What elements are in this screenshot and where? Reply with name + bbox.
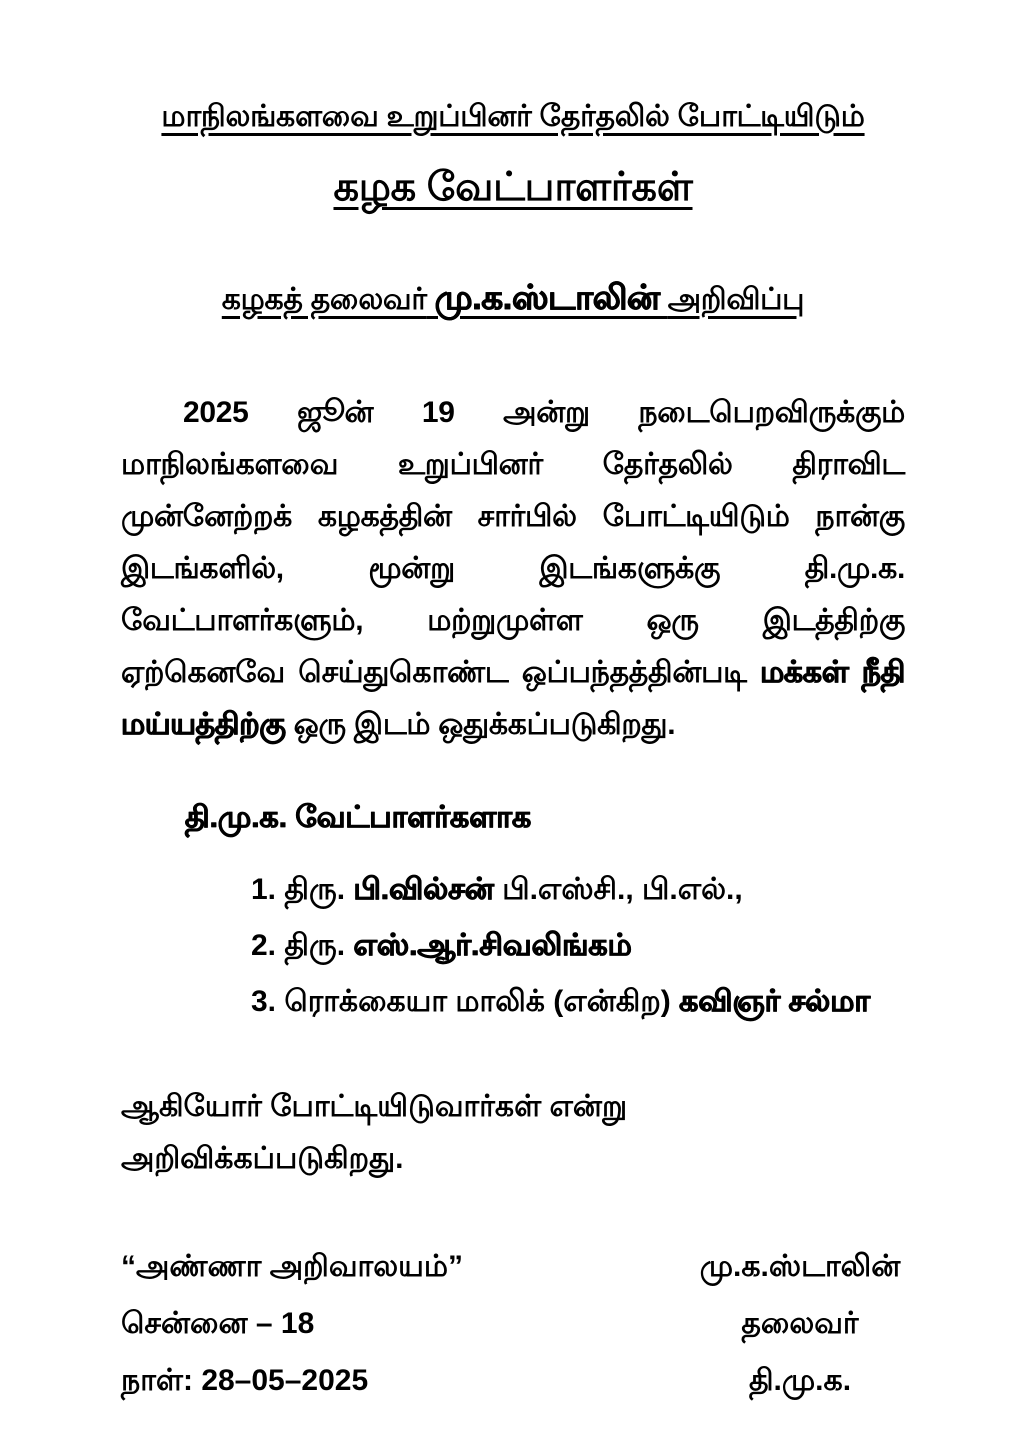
- date-line: நாள்: 28–05–2025: [121, 1364, 369, 1397]
- subtitle: [121, 275, 905, 323]
- signatory-name: மு.க.ஸ்டாலின்: [699, 1250, 901, 1283]
- candidate-honorific: திரு.: [284, 873, 346, 906]
- candidate-item-3: [251, 979, 905, 1025]
- subtitle-prefix: கழகத் தலைவர்: [221, 283, 427, 316]
- candidate-name: எஸ்.ஆர்.சிவலிங்கம்: [353, 929, 632, 962]
- alliance-party-bold: மக்கள் நீதி மய்யத்திற்கு: [121, 656, 905, 741]
- candidate-number: 3.: [251, 985, 277, 1018]
- candidate-honorific: திரு.: [284, 929, 346, 962]
- subtitle-text: [221, 279, 805, 317]
- title-line-2: [121, 161, 905, 213]
- signature-block: [121, 1241, 905, 1407]
- candidate-item-1: [251, 867, 905, 913]
- signature-row-3: [121, 1355, 905, 1407]
- closing-statement: ஆகியோர் போட்டியிடுவார்கள் என்று அறிவிக்கப்படுகிறது.: [121, 1090, 628, 1175]
- candidate-list-heading: தி.மு.க. வேட்பாளர்களாக: [185, 801, 532, 834]
- paragraph-text-after: ஒரு இடம் ஒதுக்கப்படுகிறது.: [293, 708, 676, 741]
- announcement-paragraph: [121, 387, 905, 751]
- candidate-honorific: ரொக்கையா மாலிக் (என்கிற): [284, 985, 671, 1018]
- candidate-qualifications: பி.எஸ்சி., பி.எல்.,: [502, 873, 743, 906]
- office-name: “அண்ணா அறிவாலயம்”: [121, 1250, 463, 1283]
- signature-row-2: [121, 1298, 905, 1350]
- candidate-number: 2.: [251, 929, 277, 962]
- signature-row-1: [121, 1241, 905, 1293]
- subtitle-name: மு.க.ஸ்டாலின்: [434, 279, 660, 317]
- signatory-title: தலைவர்: [741, 1307, 859, 1340]
- candidate-list: [251, 867, 905, 1025]
- title-line-1-text: மாநிலங்களவை உறுப்பினர் தேர்தலில் போட்டியிடும்: [161, 100, 865, 133]
- title-line-2-text: கழக வேட்பாளர்கள்: [333, 165, 693, 209]
- subtitle-suffix: அறிவிப்பு: [667, 283, 805, 316]
- signatory-party: தி.மு.க.: [748, 1364, 852, 1397]
- title-line-1: [121, 95, 905, 139]
- paragraph-text-before: 2025 ஜூன் 19 அன்று நடைபெறவிருக்கும் மாநிலங்களவை உறுப்பினர் தேர்தலில் திராவிட முன்னேற்றக் கழகத்தின் சார்பில் போட்டியிடும் நான்கு இடங்களில், மூன்று இடங்களுக்கு தி.மு.க. வேட்பாளர்களும், மற்றுமுள்ள ஒரு இடத்திற்கு ஏற்கெனவே செய்துகொண்ட ஒப்பந்தத்தின்படி: [121, 396, 905, 689]
- candidate-item-2: [251, 923, 905, 969]
- city-line: சென்னை – 18: [121, 1307, 315, 1340]
- candidate-number: 1.: [251, 873, 277, 906]
- candidate-name: கவிஞர் சல்மா: [679, 985, 871, 1018]
- candidate-name: பி.வில்சன்: [353, 873, 494, 906]
